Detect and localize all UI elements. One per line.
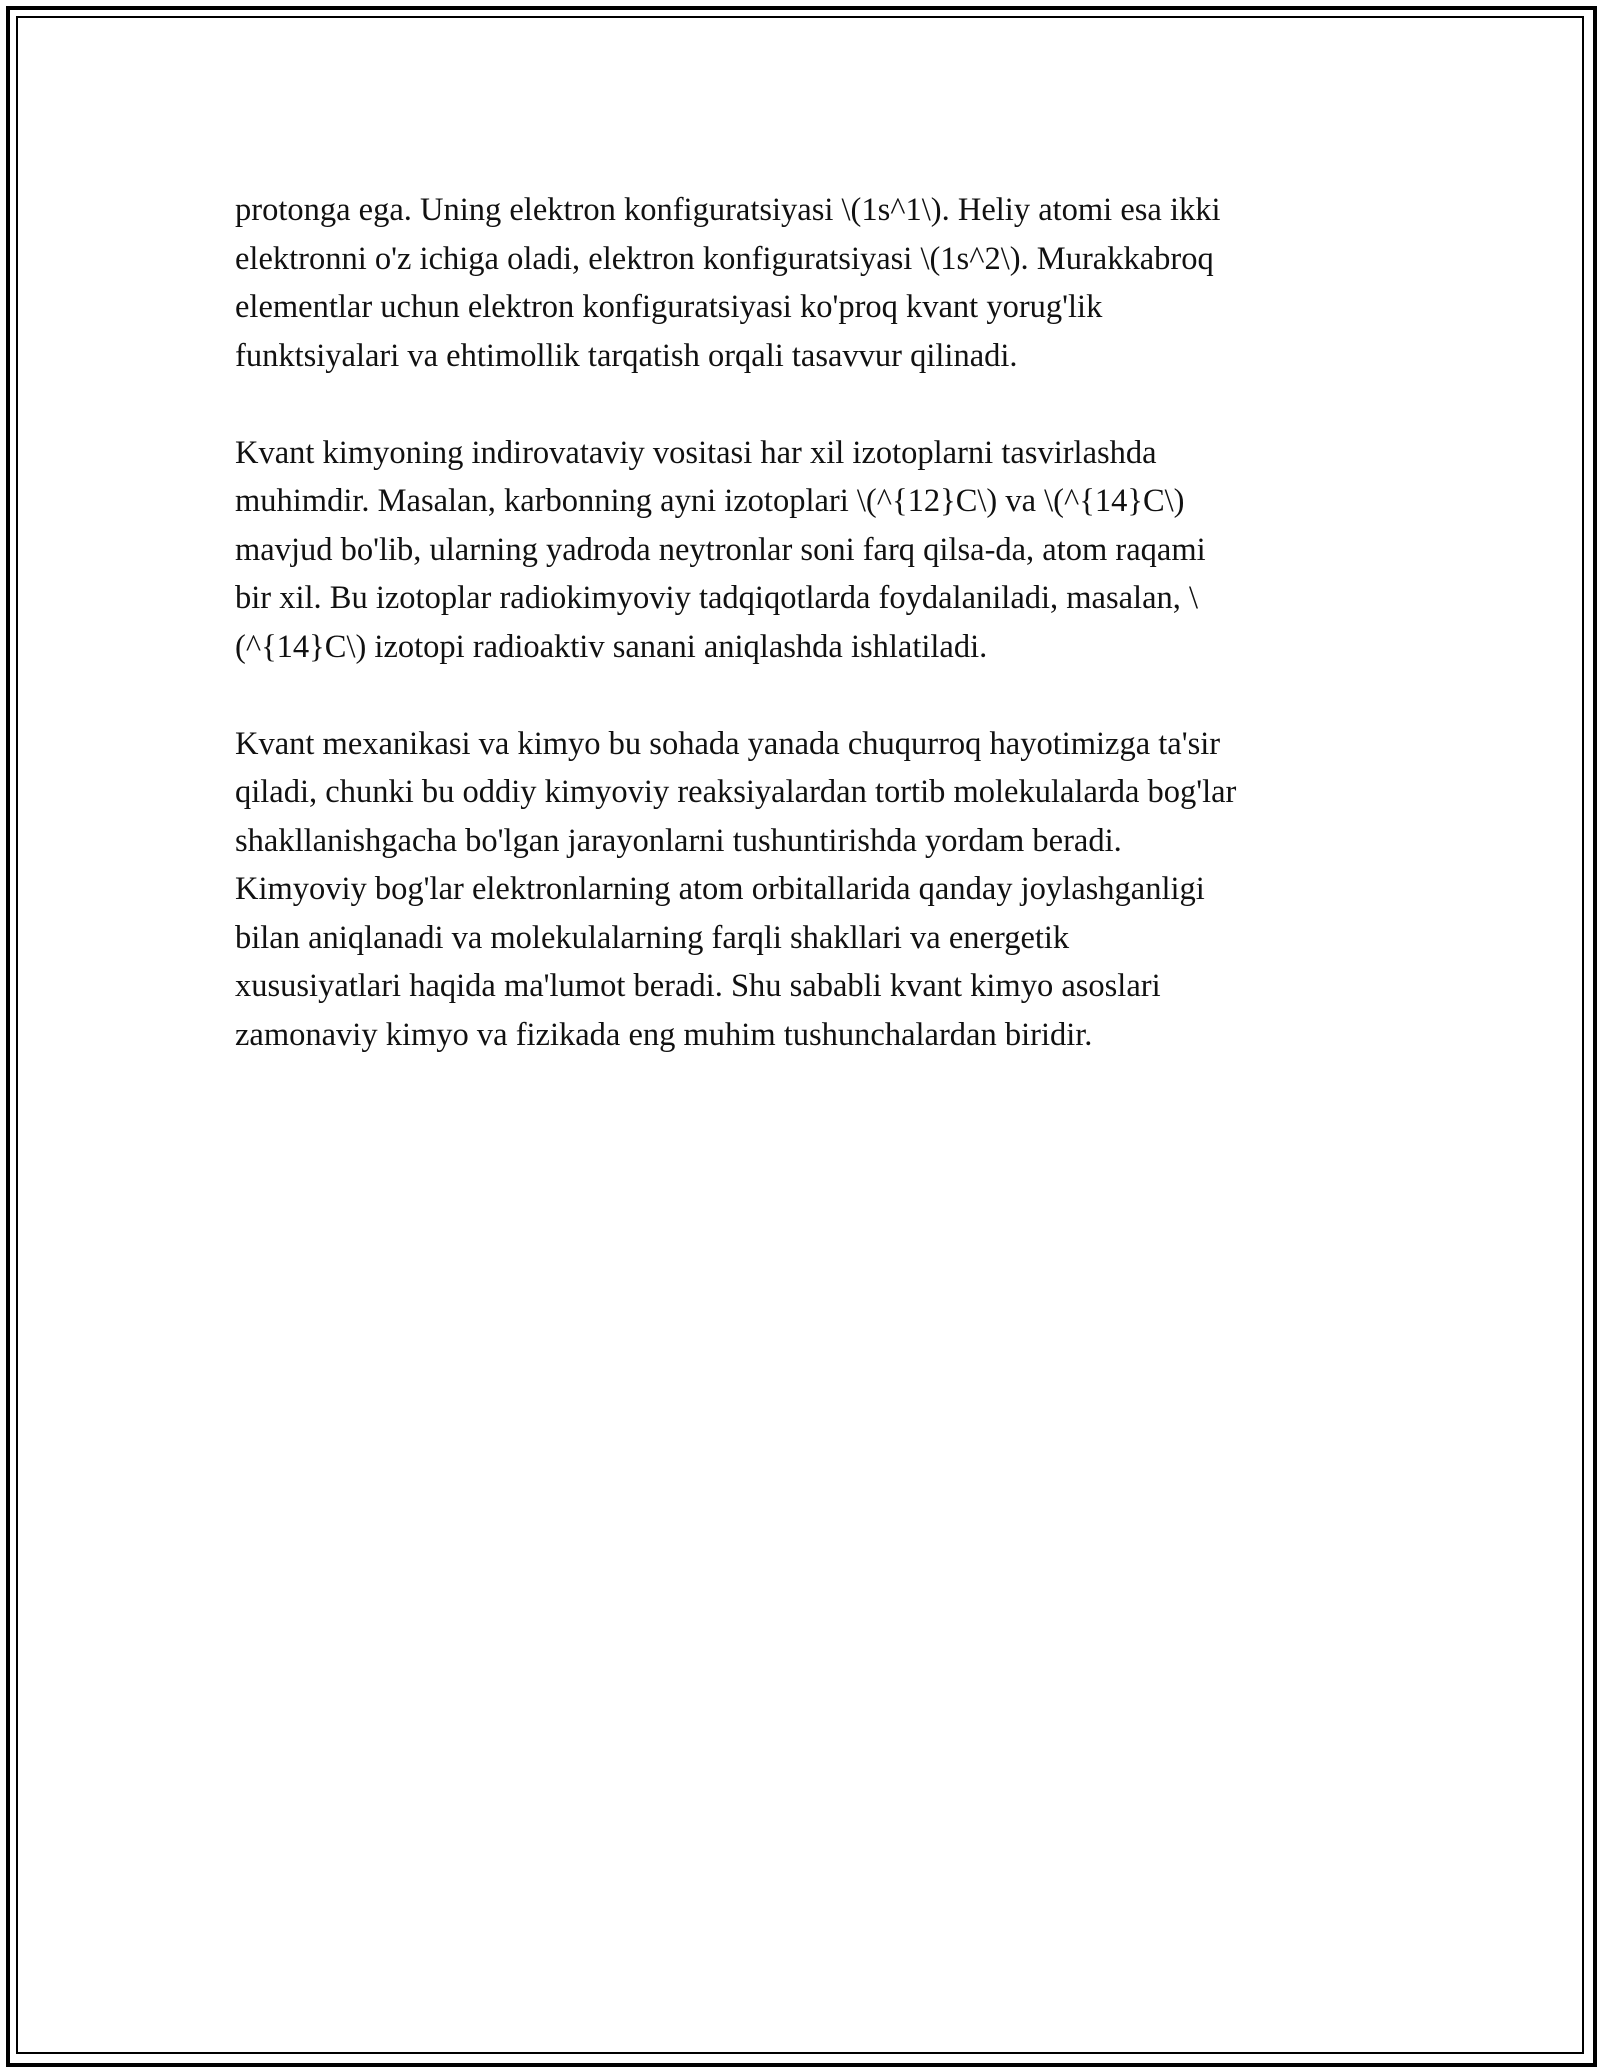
document-body [235,186,1365,1108]
paragraph-quantum-chemistry: Kvant mexanikasi va kimyo bu sohada yanada chuqurroq hayotimizga ta'sir qiladi, chunki bu oddiy kimyoviy reaksiyalardan tortib molekulalarda bog'lar shakllanishgacha bo'lgan jarayonlarni tushuntirishda yordam beradi. Kimyoviy bog'lar elektronlarning atom orbitallarida qanday joylashganligi bilan aniqlanadi va molekulalarning farqli shakllari va energetik xususiyatlari haqida ma'lumot beradi. Shu sababli kvant kimyo asoslari zamonaviy kimyo va fizikada eng muhim tushunchalardan biridir. [235,725,1237,1053]
paragraph-isotopes: Kvant kimyoning indirovataviy vositasi har xil izotoplarni tasvirlashda muhimdir. Masalan, karbonning ayni izotoplari \(^{12}C\) va \(^{14}C\) mavjud bo'lib, ularning yadroda neytronlar soni farq qilsa-da, atom raqami bir xil. Bu izotoplar radiokimyoviy tadqiqotlarda foydalaniladi, masalan, \ (^{14}C\) izotopi radioaktiv sanani aniqlashda ishlatiladi. [235,434,1206,665]
paragraph-electron-configuration: protonga ega. Uning elektron konfiguratsiyasi \(1s^1\). Heliy atomi esa ikki elektronni o'z ichiga oladi, elektron konfiguratsiyasi \(1s^2\). Murakkabroq elementlar uchun elektron konfiguratsiyasi ko'proq kvant yorug'lik funktsiyalari va ehtimollik tarqatish orqali tasavvur qilinadi. [235,192,1221,374]
